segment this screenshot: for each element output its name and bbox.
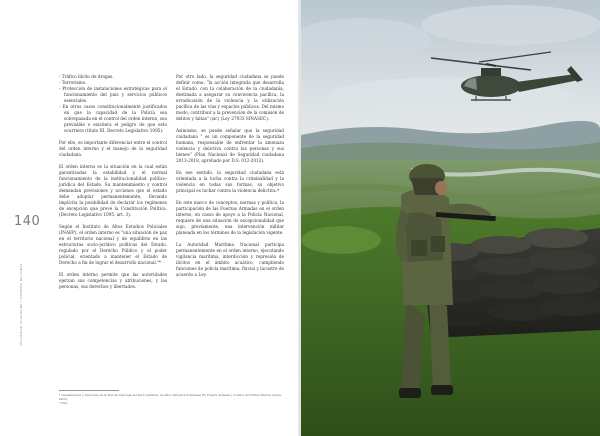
footnote: * Lineamientos y funciones de la Policía Nacional del Perú (Instituto de Altos Estudios Policiales) En Fuerza Armada y Control del Orden Interno (Lima, Perú). bbox=[59, 392, 282, 401]
paragraph: Asimismo, se puede señalar que la seguridad ciudadana " es un componente de la seguridad humana, responsable de enfrentar la amenaza violencia y delictiva contra las personas y sus bienes" (Plan Nacional de Seguridad ciudadana 2013-2018, aprobado por D.S. 012-2013). bbox=[176, 128, 284, 163]
page-number: 140 bbox=[14, 214, 41, 229]
paragraph: Según el Instituto de Altos Estudios Policiales (INAEP), el orden interno es "una situación de paz en el territorio nacional y de equilibrio en las estructuras socio-jurídico políticas del Estado, regulado por el Derecho Público y el poder policial, orientado a mantener el Estado de Derecho a fin de lograr el desarrollo nacional."* bbox=[59, 224, 167, 265]
text-column-1 bbox=[59, 74, 167, 296]
footnote-rule bbox=[59, 390, 119, 391]
footnote: * Ibíd. bbox=[59, 400, 69, 405]
paragraph: El orden interno permite que las autoridades ejerzan sus competencias y atribuciones, y las personas, sus derechos y libertades. bbox=[59, 272, 167, 289]
paragraph: En este marco de conceptos, normas y política, la participación de las Fuerzas Armadas en el orden interno, en casos de apoyo a la Policía Nacional, requiere de una situación de excepcionalidad que sujo, previamente, una intervención militar planeada en los términos de la legislación vigente. bbox=[176, 200, 284, 235]
paragraph: El orden interno es la situación en la cual están garantizadas la estabilidad y el normal funcionamiento de la institucionalidad político-jurídica del Estado. Su mantenimiento y control demandan previsiones y acciones que el estado debe adoptar permanentemente, llevando implícita la posibilidad de declarar los regímenes de excepción que prevé la Constitución Política. (Decreto Legislativo 1095, art. 3). bbox=[59, 164, 167, 217]
paragraph: En ese sentido, la seguridad ciudadana está orientada a la lucha contra la criminalidad y la violencia en todas sus formas, su objetivo principal es luchar contra la violencia delictiva.* bbox=[176, 170, 284, 193]
bullet-list bbox=[59, 74, 167, 134]
list-item: - Protección de instalaciones estratégicas para el funcionamiento del país y servicios públicos esenciales. bbox=[64, 86, 167, 104]
list-item: - Tráfico ilícito de drogas. bbox=[64, 74, 167, 80]
text-column-2 bbox=[176, 74, 284, 284]
list-item: - Terrorismo. bbox=[64, 80, 167, 86]
helicopter-soldier-photo bbox=[301, 0, 600, 436]
footnotes bbox=[59, 390, 284, 405]
paragraph: Por otro lado, la seguridad ciudadana se puede definir como: "la acción integrada que desarrolla el Estado, con la colaboración de la ciudadanía, destinada a asegurar su convivencia pacífica, la erradicación de la violencia y la utilización pacífica de las vías y espacios públicos. Del mismo modo, contribuir a la prevención de la comisión de delitos y faltas" (sic) (Ley 27933 SINASEC). bbox=[176, 74, 284, 121]
paragraph: La Autoridad Marítima Nacional participa permanentemente en el orden interno, ejecutando vigilancia marítima, interdicción y represión de ilícitos en el ámbito acuático, cumpliendo funciones de policía marítima, fluvial y lacustre de acuerdo a Ley. bbox=[176, 242, 284, 277]
list-item: - En otros casos constitucionalmente justificados en que la capacidad de la Policía sea sobrepasada en el control del orden interno, sea previsible o existiera el peligro de que esto ocurriera (título III, Decreto Legislativo 1095). bbox=[64, 104, 167, 134]
running-head: SEGURIDAD CIUDADANA Y DEFENSA NACIONAL bbox=[19, 263, 23, 346]
paragraph: Por ello, es importante diferenciar entre el control del orden interno y el manejo de la seguridad ciudadana. bbox=[59, 140, 167, 157]
